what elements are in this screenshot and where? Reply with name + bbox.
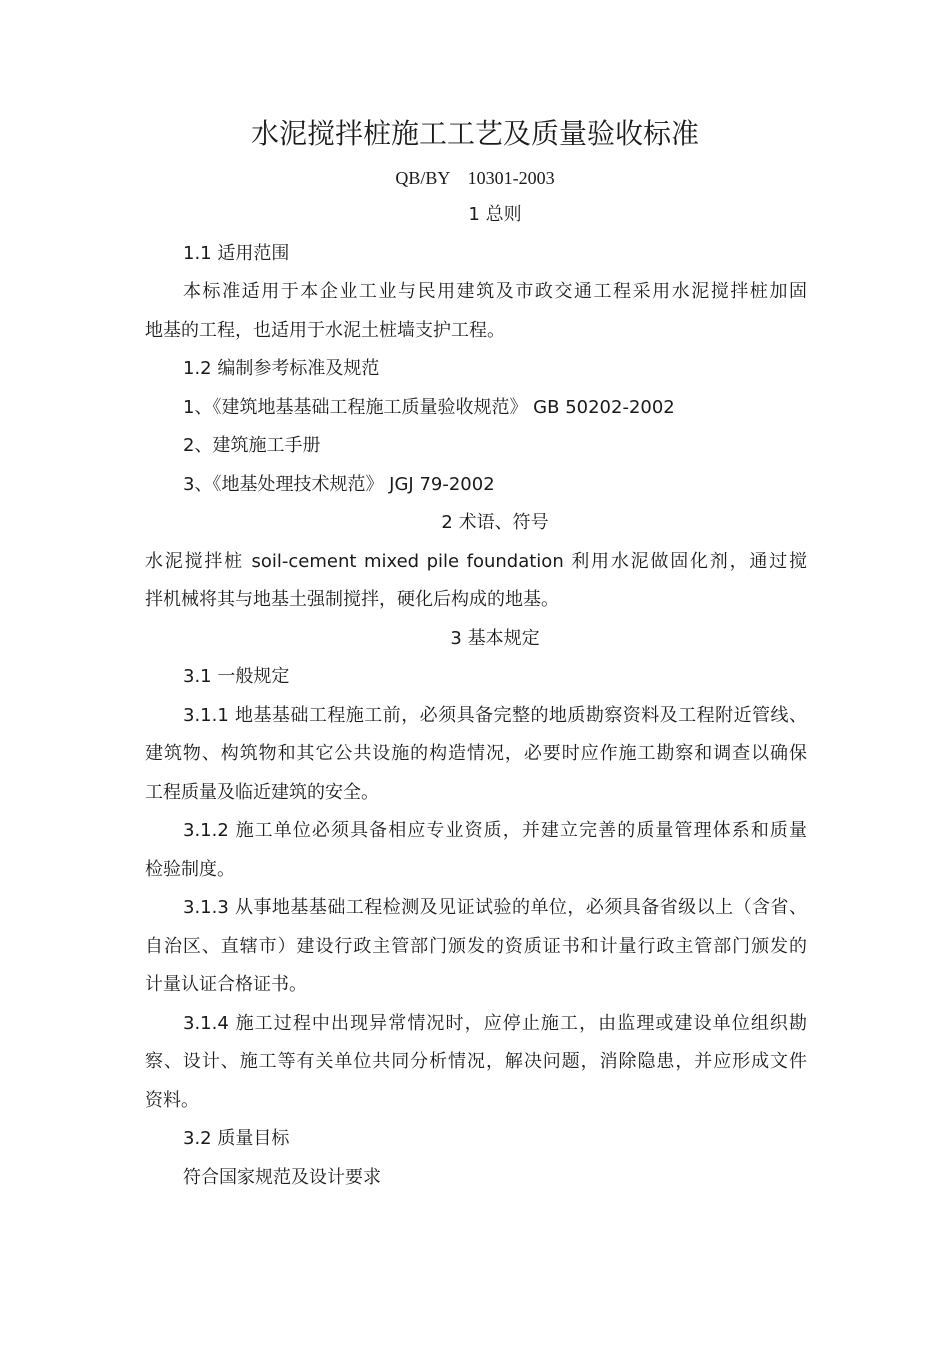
reference-item: 3、《地基处理技术规范》 JGJ 79-2002 xyxy=(183,474,495,495)
term-definition-line: 水泥搅拌桩 soil-cement mixed pile foundation 利用水泥做固化剂，通过搅 xyxy=(145,551,807,572)
quality-goal-text: 符合国家规范及设计要求 xyxy=(183,1167,381,1188)
term-definition-line: 拌机械将其与地基土强制搅拌，硬化后构成的地基。 xyxy=(145,589,559,610)
clause-line: 检验制度。 xyxy=(145,859,235,880)
clause-line: 自治区、直辖市）建设行政主管部门颁发的资质证书和计量行政主管部门颁发的 xyxy=(145,936,807,957)
subsection-1-1: 1.1 适用范围 xyxy=(183,243,290,264)
subsection-3-2: 3.2 质量目标 xyxy=(183,1128,290,1149)
clause-line: 工程质量及临近建筑的安全。 xyxy=(145,782,379,803)
clause-line: 建筑物、构筑物和其它公共设施的构造情况，必要时应作施工勘察和调查以确保 xyxy=(145,743,807,764)
standard-code: QB/BY 10301-2003 xyxy=(395,168,555,188)
document-title: 水泥搅拌桩施工工艺及质量验收标准 xyxy=(250,117,699,150)
clause-line: 计量认证合格证书。 xyxy=(145,974,307,995)
clause-line: 察、设计、施工等有关单位共同分析情况，解决问题，消除隐患，并应形成文件 xyxy=(145,1051,807,1072)
subsection-1-2: 1.2 编制参考标准及规范 xyxy=(183,358,380,379)
clause-line: 3.1.4 施工过程中出现异常情况时，应停止施工，由监理或建设单位组织勘 xyxy=(183,1013,807,1034)
paragraph-line: 本标准适用于本企业工业与民用建筑及市政交通工程采用水泥搅拌桩加固 xyxy=(183,281,807,302)
clause-line: 资料。 xyxy=(145,1090,199,1111)
section-3-heading: 3 基本规定 xyxy=(450,628,540,649)
clause-line: 3.1.3 从事地基基础工程检测及见证试验的单位，必须具备省级以上（含省、 xyxy=(183,897,807,918)
subsection-3-1: 3.1 一般规定 xyxy=(183,666,290,687)
reference-item: 1、《建筑地基基础工程施工质量验收规范》 GB 50202-2002 xyxy=(183,397,675,418)
clause-line: 3.1.1 地基基础工程施工前，必须具备完整的地质勘察资料及工程附近管线、 xyxy=(183,705,807,726)
reference-item: 2、建筑施工手册 xyxy=(183,435,321,456)
paragraph-line: 地基的工程，也适用于水泥土桩墙支护工程。 xyxy=(145,320,505,341)
section-2-heading: 2 术语、符号 xyxy=(441,512,549,533)
section-1-heading: 1 总则 xyxy=(468,204,522,225)
clause-line: 3.1.2 施工单位必须具备相应专业资质，并建立完善的质量管理体系和质量 xyxy=(183,820,807,841)
